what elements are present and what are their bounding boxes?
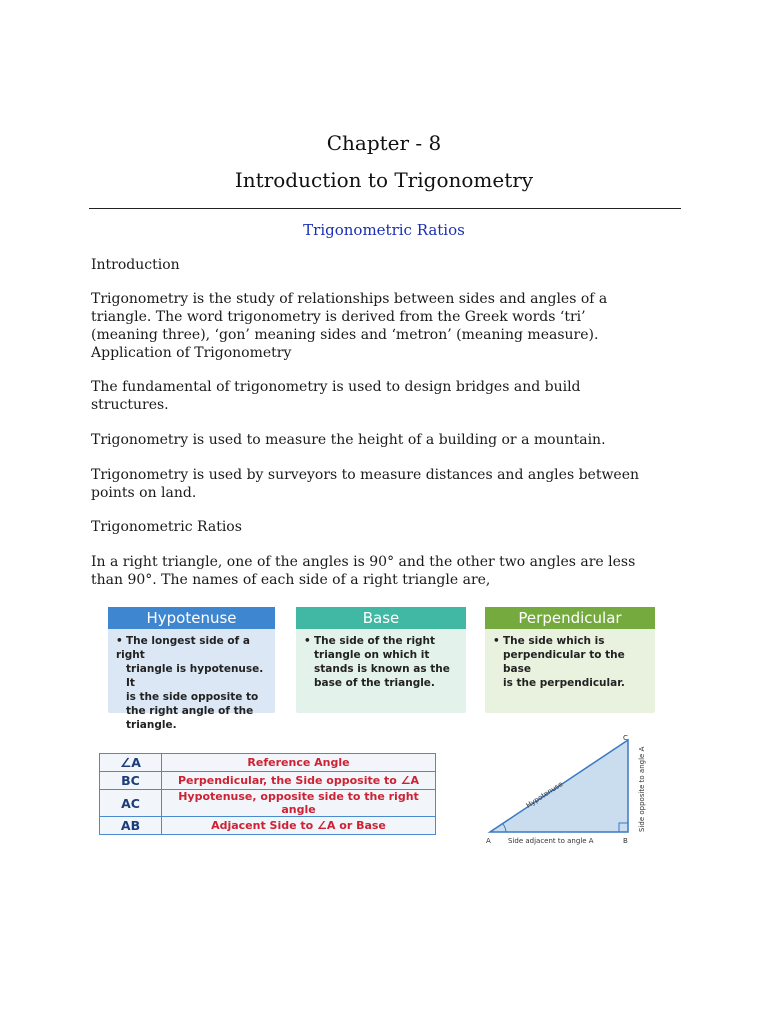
card-line: The side of the right [314,635,436,647]
table-row [100,772,436,790]
chapter-number: Chapter - 8 [326,131,442,155]
paragraph-ratios-heading: Trigonometric Ratios [91,519,242,535]
table-symbol: AC [100,790,162,817]
card-hypotenuse-title: Hypotenuse [108,607,275,629]
table-description: Adjacent Side to ∠A or Base [162,817,436,835]
card-line: is the perpendicular. [503,677,625,689]
text-line: structures. [91,397,169,413]
card-base-title: Base [296,607,466,629]
reference-table [99,753,436,835]
text-line: points on land. [91,485,197,501]
card-hypotenuse-body [108,629,275,736]
card-line: The side which is [503,635,605,647]
text-line: Application of Trigonometry [91,345,292,361]
card-base-body [296,629,466,694]
table-symbol: ∠A [100,754,162,772]
paragraph-definition [91,290,691,362]
text-line: (meaning three), ‘gon’ meaning sides and ‘metron’ (meaning measure). [91,327,599,343]
card-line: triangle. [126,719,177,731]
vertex-a-label: A [486,837,491,845]
title-divider [89,208,681,209]
card-line: perpendicular to the base [503,649,625,675]
card-perpendicular-body [485,629,655,694]
table-symbol: AB [100,817,162,835]
card-hypotenuse [108,607,275,731]
table-row [100,817,436,835]
paragraph-bridges [91,378,691,414]
card-line: the right angle of the [126,705,254,717]
paragraph-surveyors [91,466,691,502]
card-base [296,607,466,713]
opposite-side-label: Side opposite to angle A [638,746,646,832]
card-line: triangle is hypotenuse. It [126,663,264,689]
card-perpendicular-title: Perpendicular [485,607,655,629]
table-symbol: BC [100,772,162,790]
text-line: triangle. The word trigonometry is derived from the Greek words ‘tri’ [91,309,586,325]
vertex-b-label: B [623,837,628,845]
right-triangle-diagram [480,728,670,853]
paragraph-right-triangle [91,553,691,589]
text-line: The fundamental of trigonometry is used to design bridges and build [91,379,581,395]
card-perpendicular [485,607,655,713]
text-line: than 90°. The names of each side of a right triangle are, [91,572,491,588]
card-line: stands is known as the [314,663,450,675]
table-description: Perpendicular, the Side opposite to ∠A [162,772,436,790]
card-line: triangle on which it [314,649,430,661]
table-row [100,790,436,817]
card-line: The longest side of a right [116,635,250,661]
hypotenuse-label: Hypotenuse [524,780,565,810]
text-line: In a right triangle, one of the angles is 90° and the other two angles are less [91,554,636,570]
card-line: base of the triangle. [314,677,435,689]
table-row [100,754,436,772]
vertex-c-label: C [623,734,628,742]
chapter-title: Introduction to Trigonometry [234,168,534,192]
section-title: Trigonometric Ratios [303,221,465,239]
bullet-icon: • [493,635,500,647]
text-line: Trigonometry is the study of relationships between sides and angles of a [91,291,608,307]
bullet-icon: • [116,635,123,647]
table-description: Reference Angle [162,754,436,772]
text-line: Trigonometry is used by surveyors to measure distances and angles between [91,467,640,483]
paragraph-height: Trigonometry is used to measure the height of a building or a mountain. [91,432,606,448]
card-line: is the side opposite to [126,691,259,703]
paragraph-introduction: Introduction [91,257,180,273]
adjacent-side-label: Side adjacent to angle A [508,837,594,845]
table-description: Hypotenuse, opposite side to the right angle [162,790,436,817]
bullet-icon: • [304,635,311,647]
